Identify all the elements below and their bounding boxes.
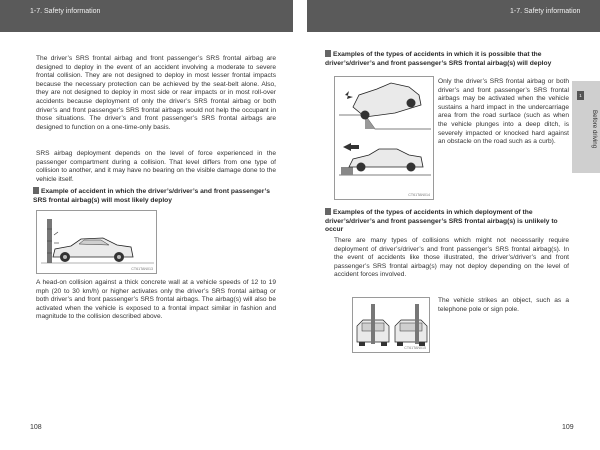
right-paragraph-2: There are many types of collisions which might not necessarily require deployment of driver’s/driver’s and front passenger’s SRS frontal airbag(s). In the event of accidents like those illustrated, the driver’s/driver’s and front passenger’s SRS frontal airbag(s) may not deploy depending on the level of accident forces involved.	[334, 237, 569, 279]
chapter-label: Before driving	[591, 110, 598, 149]
left-heading	[33, 187, 276, 205]
pole-left	[371, 304, 375, 344]
left-heading-text: Example of accident in which the driver’s/driver’s and front passenger’s SRS frontal airbag(s) will most likely deploy	[33, 188, 270, 204]
header-title-left: 1-7. Safety information	[30, 8, 101, 15]
page-number-left: 108	[30, 424, 42, 431]
figure-code-right-2: CT61TAN015	[404, 346, 426, 350]
pole-right	[415, 304, 419, 344]
heading-marker-icon	[325, 50, 331, 57]
figure-undercarriage-impact	[334, 76, 434, 200]
right-heading-1-text: Examples of the types of accidents in which it is possible that the driver’s/driver’s and front passenger’s SRS frontal airbag(s) will deploy	[325, 51, 552, 67]
head-on-collision-illustration	[37, 211, 157, 274]
figure-code-right-1: CT61TAN014	[408, 193, 430, 197]
figure-pole-collision	[352, 297, 430, 353]
header-title-right: 1-7. Safety information	[510, 8, 581, 15]
right-heading-2	[325, 208, 569, 235]
right-heading-2-text: Examples of the types of accidents in which deployment of the driver’s/driver’s and front passenger’s SRS frontal airbag(s) is unlikely to occur	[325, 209, 558, 234]
figure-code-left: CT61TAN013	[131, 267, 153, 271]
left-paragraph-2: SRS airbag deployment depends on the level of force experienced in the passenger compartment during a collision. That level differs from one type of collision to another, and it may have no bearing on the visible damage done to the vehicle itself.	[36, 150, 276, 183]
right-text-2: The vehicle strikes an object, such as a telephone pole or sign pole.	[438, 297, 569, 313]
pole-collision-illustration	[353, 298, 430, 353]
header-bar-right	[307, 0, 600, 32]
page-number-right: 109	[562, 424, 574, 431]
heading-marker-icon	[325, 208, 331, 215]
header-bar-left	[0, 0, 293, 32]
right-text-1: Only the driver’s SRS frontal airbag or both driver’s and front passenger’s SRS frontal airbags may be activated when the vehicle sustains a hard impact in the undercarriage area from the road surface (such as when the vehicle plunges into a deep ditch, is severely impacted or knocked hard against an obstacle on the road such as a curb).	[438, 78, 569, 146]
arrow-left-icon	[343, 143, 359, 151]
right-heading-1	[325, 50, 569, 68]
undercarriage-impact-illustration	[335, 77, 434, 200]
curb	[341, 167, 353, 175]
left-paragraph-1: The driver’s SRS frontal airbag and front passenger’s SRS frontal airbag are designed to deploy in the event of an accident involving a moderate to severe frontal collision. They are not designed to deploy in most lesser frontal impacts because the necessary protection can be achieved by the seat-belt alone. Also, they are not designed to deploy in most side or rear impacts or in most roll-over accidents because deployment of only the driver’s SRS frontal airbag or both driver’s and front passenger’s SRS frontal airbags would not help the occupant in those situations. The driver’s and front passenger’s SRS frontal airbags are designed to function on a one-time-only basis.	[36, 55, 276, 131]
figure-head-on-collision	[36, 210, 157, 274]
chapter-number: 1	[577, 91, 584, 100]
heading-marker-icon	[33, 187, 39, 194]
left-paragraph-3: A head-on collision against a thick concrete wall at a vehicle speeds of 12 to 19 mph (20 to 30 km/h) or higher activates only the driver’s SRS frontal airbag or both driver’s and front passenger’s SRS frontal airbags. The airbag(s) will also be activated when the vehicle is exposed to a frontal impact similar in fashion and magnitude to the collision described above.	[36, 279, 276, 321]
